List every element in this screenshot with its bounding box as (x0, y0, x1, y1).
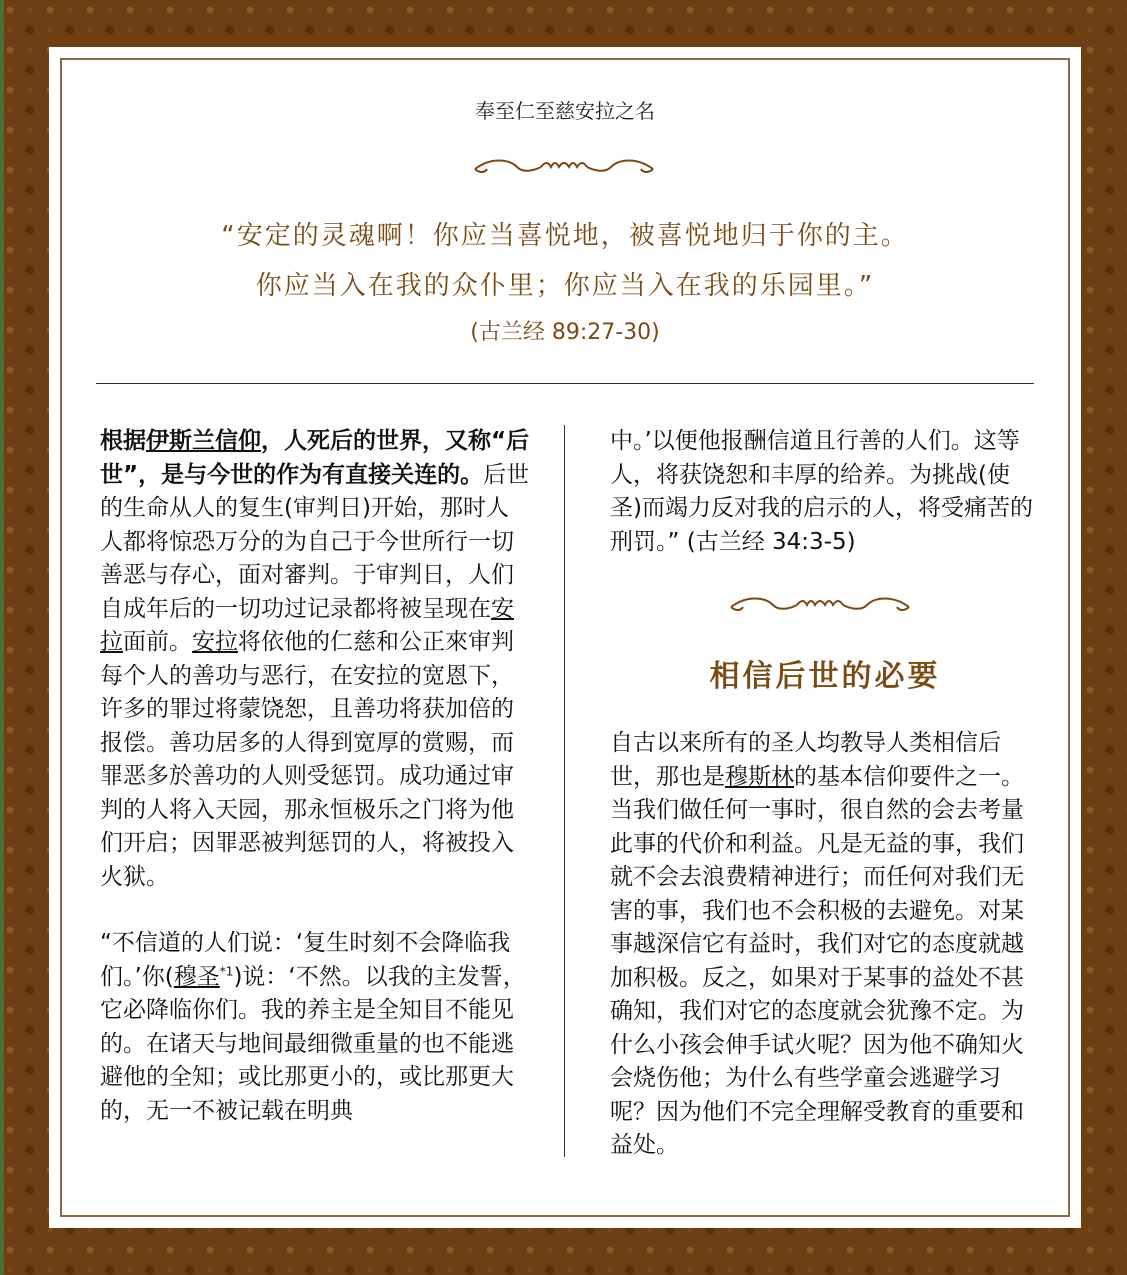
right-column-top (610, 425, 1040, 559)
horizontal-divider (96, 383, 1034, 384)
body-text-1: 后世的生命从人的复生(审判日)开始，那时人人都将惊恐万分的为自己于今世所行一切善恶与存心，面对審判。于审判日，人们自成年后的一切功过记录都将被呈现在 (100, 461, 530, 622)
ornament-divider-bottom-icon (727, 593, 913, 619)
quote-text-1: “不信道的人们说：‘复生时刻不会降临我们。’你( (100, 930, 511, 990)
para-text-1: 自古以来所有的圣人均教导人类相信后世，那也是 (610, 730, 1001, 790)
muslim-link[interactable]: 穆斯林 (725, 763, 794, 790)
body-text-2: 面前。 (123, 629, 192, 655)
quote-citation: (古兰经 89:27-30) (470, 320, 660, 345)
quote-line-2: 你应当入在我的众仆里；你应当入在我的乐园里。” (255, 271, 875, 301)
islam-belief-link[interactable]: 伊斯兰信仰 (146, 428, 261, 454)
ornament-divider-top-icon (471, 155, 657, 181)
para-text-2: 的基本信仰要件之一。当我们做任何一事时，很自然的会去考量此事的代价和利益。凡是无益的事，我们就不会去浪费精神进行；而任何对我们无害的事，我们也不会积极的去避免。对某事越深信它有益时，我们对它的态度就越加积极。反之，如果对于某事的益处不甚确知，我们对它的态度就会犹豫不定。为什么小孩会伸手试火呢？因为他不确知火会烧伤他；为什么有些学童会逃避学习呢？因为他们不完全理解受教育的重要和益处。 (610, 763, 1024, 1158)
allah-link-2[interactable]: 安拉 (192, 629, 238, 655)
left-column (100, 425, 530, 1128)
column-divider (564, 425, 565, 1157)
left-edge-strip (0, 0, 4, 1275)
prophet-link[interactable]: 穆圣 (173, 963, 220, 990)
section-heading: 相信后世的必要 (709, 659, 941, 694)
intro-text-2: ，人死后的世界，又称“后世”，是与今世的作为有直接关连的。 (100, 428, 530, 488)
page (49, 47, 1081, 1228)
footnote-marker[interactable]: *1 (219, 963, 234, 978)
quote-continued: 中。’以便他报酬信道且行善的人们。这等人，将获饶恕和丰厚的给养。为挑战(使圣)而竭力反对我的启示的人，将受痛苦的刑罚。” (古兰经 34:3-5) (610, 428, 1033, 555)
afterlife-paragraph (610, 727, 1040, 1163)
quote-line-1: “安定的灵魂啊！你应当喜悦地，被喜悦地归于你的主。 (221, 221, 909, 251)
body-text-3: 将依他的仁慈和公正來审判每个人的善功与恶行，在安拉的宽恩下，许多的罪过将蒙饶恕，且善功将获加倍的报偿。善功居多的人得到宽厚的赏赐，而罪恶多於善功的人则受惩罚。成功通过审判的人将入天园，那永恒极乐之门将为他们开启；因罪恶被判惩罚的人，将被投入火狱。 (100, 629, 514, 890)
intro-paragraph (100, 425, 530, 894)
quote-text-2: )说：‘不然。以我的主发誓，它必降临你们。我的养主是全知目不能见的。在诸天与地间最细微重量的也不能逃避他的全知；或比那更小的，或比那更大的，无一不被记载在明典 (100, 963, 526, 1124)
quran-quote-paragraph (100, 927, 530, 1128)
basmala: 奉至仁至慈安拉之名 (475, 99, 655, 123)
allah-link-1[interactable]: 安拉 (100, 595, 514, 655)
intro-text-1: 根据 (100, 428, 146, 454)
